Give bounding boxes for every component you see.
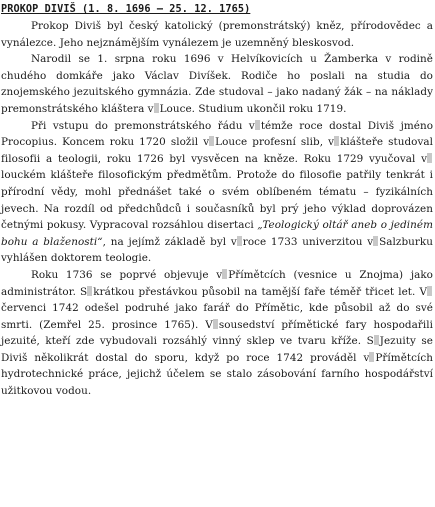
text-run: červenci 1742 odešel podruhé jako farář do Přímětic, kde působil až do své smrti. (Zemřel 25. prosince 1765). V xyxy=(1,302,433,331)
space-marker xyxy=(154,103,159,113)
text-run: Roku 1736 se poprvé objevuje v xyxy=(31,268,223,281)
text-run: Jezuity se Diviš několikrát dostal do sporu, když po roce 1742 prováděl v xyxy=(1,335,433,364)
space-marker xyxy=(427,286,432,296)
paragraph-4 xyxy=(1,267,433,400)
text-run: Prokop Diviš byl český katolický (premonstrátský) kněz, přírodovědec a vynálezce. Jeho nejznámějším vynálezem je uzemněný bleskosvod. xyxy=(1,20,433,49)
text-run: Přímětcích hydrotechnické práce, jejichž účelem se stalo zásobování farního hospodářství užitkovou vodou. xyxy=(1,351,433,398)
document-body xyxy=(1,18,433,400)
text-run: Salzburku vyhlášen doktorem teologie. xyxy=(1,235,433,265)
space-marker xyxy=(369,352,374,362)
space-marker xyxy=(222,269,227,279)
space-marker xyxy=(87,286,92,296)
space-marker xyxy=(209,136,214,146)
text-run: Louce profesní slib, v xyxy=(215,136,335,149)
text-run: klášteře studoval filosofii a teologii, roku 1726 byl vysvěcen na kněze. Roku 1729 vyučoval v xyxy=(1,136,433,165)
space-marker xyxy=(374,335,379,345)
paragraph-2 xyxy=(1,51,433,117)
text-run: sousedství přímětické fary hospodařili jezuité, kteří zde vybudovali rozsáhlý vinný sklep ve tvaru kříže. S xyxy=(1,318,433,348)
document-heading: PROKOP DIVIŠ (1. 8. 1696 – 25. 12. 1765) xyxy=(1,4,251,15)
paragraph-3 xyxy=(1,118,433,267)
text-run: , na jejímž základě byl v xyxy=(102,235,237,248)
text-run: Při vstupu do premonstrátského řádu v xyxy=(31,119,255,132)
space-marker xyxy=(255,120,260,130)
text-run: Přímětcích (vesnice u Znojma) jako administrátor. S xyxy=(1,268,433,298)
italic-title: „Teologický oltář aneb o jediném bohu a blaženosti“ xyxy=(1,219,433,248)
text-run: Louce. Studium ukončil roku 1719. xyxy=(159,102,347,115)
space-marker xyxy=(373,236,378,246)
text-run: louckém klášteře filosofickým předmětům. Protože do filosofie patřily tenkrát i přírodní vědy, mohl přednášet také o svém oblíbeném tématu – fyzikálních jevech. Na rozdíl od předchůdců i současníků byl prý jeho výklad doprovázen četnými pokusy. Vypracoval rozsáhlou disertaci xyxy=(1,169,433,232)
space-marker xyxy=(427,153,432,163)
space-marker xyxy=(237,236,242,246)
text-run: roce 1733 univerzitou v xyxy=(242,235,374,248)
text-run: témže roce dostal Diviš jméno Procopius. Koncem roku 1720 složil v xyxy=(1,119,434,149)
space-marker xyxy=(334,136,339,146)
text-run: Narodil se 1. srpna roku 1696 v Helvíkovicích u Žamberka v rodině chudého domkáře jako Václav Divíšek. Rodiče ho poslali na studia do znojemského jezuitského gymnázia. Zde studoval – jako nadaný žák – na náklady premonstrátského kláštera v xyxy=(1,53,433,115)
text-run: krátkou přestávkou působil na tamější faře téměř třicet let. V xyxy=(93,285,427,298)
paragraph-1 xyxy=(1,18,433,51)
space-marker xyxy=(213,319,218,329)
